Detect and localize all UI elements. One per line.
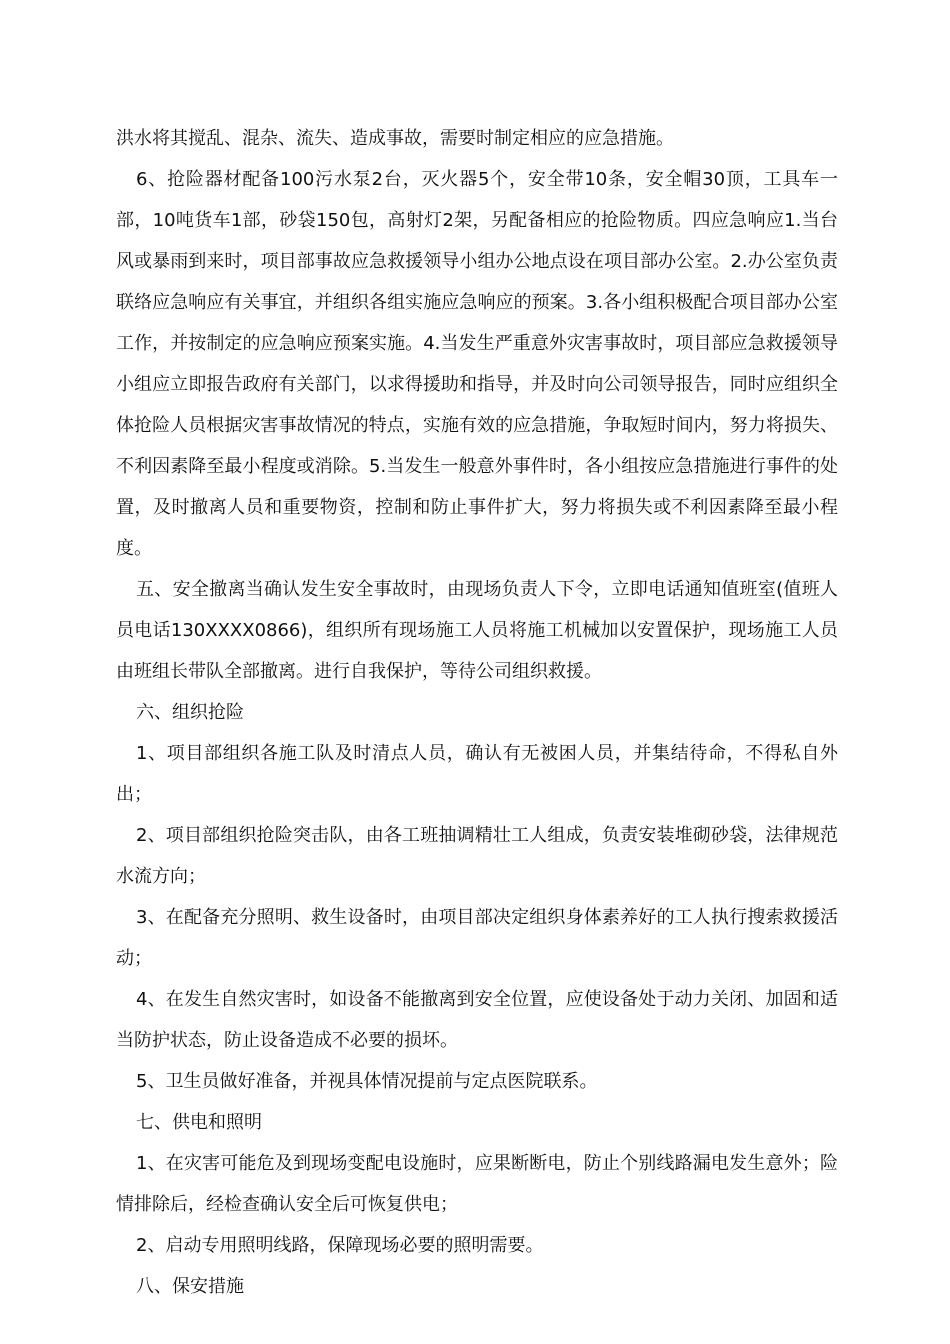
power-item-2: 2、启动专用照明线路，保障现场必要的照明需要。 <box>136 1235 544 1256</box>
rescue-item-1: 1、项目部组织各施工队及时清点人员，确认有无被困人员，并集结待命，不得私自外出； <box>116 743 838 805</box>
section-heading-power: 七、供电和照明 <box>136 1112 262 1133</box>
rescue-item-4: 4、在发生自然灾害时，如设备不能撤离到安全位置，应使设备处于动力关闭、加固和适当防护状态，防止设备造成不必要的损坏。 <box>116 989 838 1051</box>
paragraph-evacuation: 五、安全撤离当确认发生安全事故时，由现场负责人下令，立即电话通知值班室(值班人员电话130XXXX0866)，组织所有现场施工人员将施工机械加以安置保护，现场施工人员由班组长带队全部撤离。进行自我保护，等待公司组织救援。 <box>116 579 838 682</box>
section-heading-security: 八、保安措施 <box>136 1276 244 1297</box>
paragraph-equipment: 6、抢险器材配备100污水泵2台，灭火器5个，安全带10条，安全帽30顶，工具车一部，10吨货车1部，砂袋150包，高射灯2架，另配备相应的抢险物质。四应急响应1.当台风或暴雨到来时，项目部事故应急救援领导小组办公地点设在项目部办公室。2.办公室负责联络应急响应有关事宜，并组织各组实施应急响应的预案。3.各小组积极配合项目部办公室工作，并按制定的应急响应预案实施。4.当发生严重意外灾害事故时，项目部应急救援领导小组应立即报告政府有关部门，以求得援助和指导，并及时向公司领导报告，同时应组织全体抢险人员根据灾害事故情况的特点，实施有效的应急措施，争取短时间内，努力将损失、不利因素降至最小程度或消除。5.当发生一般意外事件时，各小组按应急措施进行事件的处置，及时撤离人员和重要物资，控制和防止事件扩大，努力将损失或不利因素降至最小程度。 <box>116 169 838 559</box>
rescue-item-3: 3、在配备充分照明、救生设备时，由项目部决定组织身体素养好的工人执行搜索救援活动； <box>116 907 838 969</box>
section-heading-rescue: 六、组织抢险 <box>136 702 244 723</box>
rescue-item-5: 5、卫生员做好准备，并视具体情况提前与定点医院联系。 <box>136 1071 598 1092</box>
power-item-1: 1、在灾害可能危及到现场变配电设施时，应果断断电，防止个别线路漏电发生意外；险情排除后，经检查确认安全后可恢复供电； <box>116 1153 838 1215</box>
document-body <box>116 118 838 1307</box>
rescue-item-2: 2、项目部组织抢险突击队，由各工班抽调精壮工人组成，负责安装堆砌砂袋，法律规范水流方向； <box>116 825 838 887</box>
paragraph-continuation: 洪水将其搅乱、混杂、流失、造成事故，需要时制定相应的应急措施。 <box>116 128 674 149</box>
